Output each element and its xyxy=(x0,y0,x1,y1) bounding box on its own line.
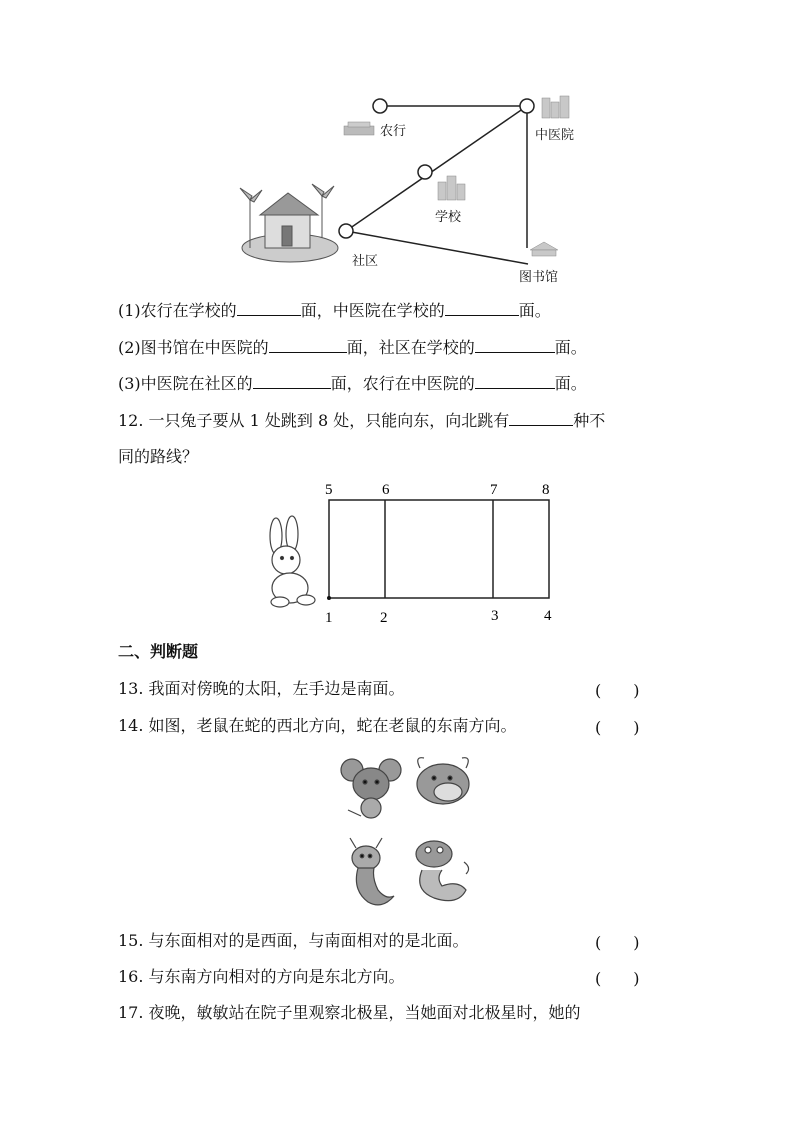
question-text: 面，社区在学校的 xyxy=(346,338,475,357)
question-text: 14. 如图，老鼠在蛇的西北方向，蛇在老鼠的东南方向。 xyxy=(118,716,517,735)
grid-label-1: 1 xyxy=(325,610,333,626)
bank-node xyxy=(373,99,387,113)
question-text: 16. 与东南方向相对的方向是东北方向。 xyxy=(118,967,405,986)
answer-blank[interactable] xyxy=(237,301,301,316)
rabbit-icon xyxy=(270,516,315,607)
q11-part1 xyxy=(118,300,551,322)
answer-paren[interactable]: ( ) xyxy=(595,969,640,988)
answer-blank[interactable] xyxy=(269,338,347,353)
question-text: 面。 xyxy=(554,338,587,357)
q11-part3 xyxy=(118,373,587,395)
answer-paren[interactable]: ( ) xyxy=(595,681,640,700)
judge-q14 xyxy=(118,715,517,737)
grid-label-5: 5 xyxy=(325,482,333,498)
judge-q15 xyxy=(118,930,469,952)
question-text: 12. 一只兔子要从 1 处跳到 8 处，只能向东，向北跳有 xyxy=(118,411,510,430)
grid-label-3: 3 xyxy=(491,608,499,624)
bank-label: 农行 xyxy=(380,124,407,139)
mouse-icon xyxy=(341,759,401,818)
section-heading: 二、判断题 xyxy=(118,642,199,661)
answer-paren[interactable]: ( ) xyxy=(595,933,640,952)
hospital-node xyxy=(520,99,534,113)
question-text: 15. 与东面相对的是西面，与南面相对的是北面。 xyxy=(118,931,469,950)
q11-part2 xyxy=(118,337,587,359)
q12-line2 xyxy=(118,446,198,468)
judge-q17 xyxy=(118,1002,581,1024)
map-figure xyxy=(230,88,590,288)
hospital-label: 中医院 xyxy=(535,128,575,143)
animals-figure xyxy=(338,750,478,915)
answer-blank[interactable] xyxy=(475,338,555,353)
question-text: 17. 夜晚，敏敏站在院子里观察北极星，当她面对北极星时，她的 xyxy=(118,1003,581,1022)
question-text: 种不 xyxy=(573,411,606,430)
answer-paren[interactable]: ( ) xyxy=(595,718,640,737)
question-text: 面，中医院在学校的 xyxy=(300,301,445,320)
community-node xyxy=(339,224,353,238)
part-number: (1) xyxy=(118,301,141,320)
answer-blank[interactable] xyxy=(445,301,519,316)
question-text: 13. 我面对傍晚的太阳，左手边是南面。 xyxy=(118,679,405,698)
bank-building-icon xyxy=(344,122,374,135)
question-text: 中医院在社区的 xyxy=(140,374,253,393)
answer-blank[interactable] xyxy=(475,374,555,389)
question-text: 面，农行在中医院的 xyxy=(330,374,475,393)
part-number: (2) xyxy=(118,338,141,357)
school-node xyxy=(418,165,432,179)
school-label: 学校 xyxy=(435,210,462,225)
grid-label-4: 4 xyxy=(544,608,552,624)
house-windmill-icon xyxy=(240,184,338,262)
question-text: 图书馆在中医院的 xyxy=(140,338,269,357)
answer-blank[interactable] xyxy=(509,411,573,426)
hospital-building-icon xyxy=(542,96,569,118)
part-number: (3) xyxy=(118,374,141,393)
ox-icon xyxy=(417,758,469,804)
grid-label-6: 6 xyxy=(382,482,390,498)
snake-icon xyxy=(416,841,469,901)
school-building-icon xyxy=(438,176,465,200)
judge-q16 xyxy=(118,966,405,988)
grid-label-7: 7 xyxy=(490,482,498,498)
answer-blank[interactable] xyxy=(253,374,331,389)
library-label: 图书馆 xyxy=(519,270,559,285)
question-text: 农行在学校的 xyxy=(140,301,237,320)
grid-label-8: 8 xyxy=(542,482,550,498)
question-text: 同的路线？ xyxy=(118,447,199,466)
q12-line1 xyxy=(118,410,605,432)
grid-label-2: 2 xyxy=(380,610,388,626)
dragon-icon xyxy=(350,838,394,905)
community-label: 社区 xyxy=(352,254,379,269)
question-text: 面。 xyxy=(518,301,551,320)
library-building-icon xyxy=(530,242,558,256)
question-text: 面。 xyxy=(554,374,587,393)
grid-figure xyxy=(262,478,562,628)
judge-q13 xyxy=(118,678,405,700)
